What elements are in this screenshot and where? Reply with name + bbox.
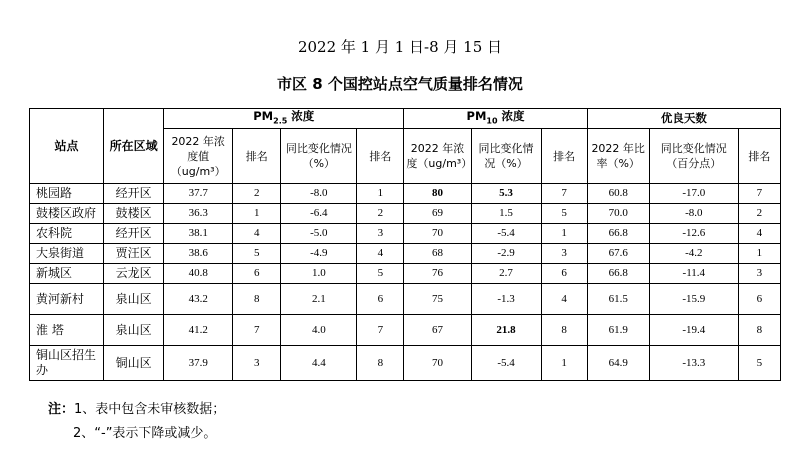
cell-good-rank: 8 [738, 315, 780, 346]
table-row [30, 315, 781, 346]
cell-good-rate: 61.5 [587, 284, 649, 315]
cell-pm10-yoy: 1.5 [471, 204, 541, 224]
cell-district: 经开区 [104, 184, 164, 204]
cell-station: 淮 塔 [30, 315, 104, 346]
cell-pm25-yoy-rank: 8 [357, 346, 404, 381]
cell-pm10-rank: 5 [541, 204, 587, 224]
cell-district: 泉山区 [104, 315, 164, 346]
page-title: 市区 8 个国控站点空气质量排名情况 [277, 75, 523, 93]
cell-pm25-yoy: 2.1 [281, 284, 357, 315]
note-line-1: 1、表中包含未审核数据； [74, 402, 226, 417]
cell-pm25: 41.2 [164, 315, 233, 346]
header-good-days: 优良天数 [587, 109, 780, 129]
cell-pm10-rank: 1 [541, 346, 587, 381]
cell-pm10: 69 [404, 204, 471, 224]
cell-district: 经开区 [104, 224, 164, 244]
cell-good-rate: 67.6 [587, 244, 649, 264]
cell-good-yoy: -4.2 [649, 244, 738, 264]
cell-pm10: 70 [404, 224, 471, 244]
header-good-rate: 2022 年比率（%） [587, 129, 649, 184]
cell-pm25-rank: 8 [233, 284, 281, 315]
table-row [30, 244, 781, 264]
cell-good-rank: 2 [738, 204, 780, 224]
cell-pm10: 70 [404, 346, 471, 381]
cell-good-rank: 6 [738, 284, 780, 315]
cell-station: 铜山区招生办 [30, 346, 104, 381]
cell-station: 桃园路 [30, 184, 104, 204]
cell-good-yoy: -15.9 [649, 284, 738, 315]
cell-district: 云龙区 [104, 264, 164, 284]
cell-pm25: 38.6 [164, 244, 233, 264]
header-pm25-suffix: 浓度 [287, 109, 315, 123]
cell-pm25: 43.2 [164, 284, 233, 315]
header-good-yoy: 同比变化情况（百分点） [649, 129, 738, 184]
cell-pm25-yoy-rank: 4 [357, 244, 404, 264]
footnote-2 [48, 422, 225, 446]
cell-good-rank: 5 [738, 346, 780, 381]
cell-pm25-rank: 2 [233, 184, 281, 204]
cell-pm10: 80 [404, 184, 471, 204]
table-row [30, 346, 781, 381]
header-pm25-value: 2022 年浓度值（ug/m³） [164, 129, 233, 184]
header-pm25-rank: 排名 [233, 129, 281, 184]
cell-district: 铜山区 [104, 346, 164, 381]
cell-station: 黄河新村 [30, 284, 104, 315]
cell-pm25: 36.3 [164, 204, 233, 224]
cell-pm25-rank: 5 [233, 244, 281, 264]
notes-lead: 注： [48, 402, 75, 417]
cell-pm25-rank: 6 [233, 264, 281, 284]
air-quality-ranking-table [29, 108, 781, 381]
cell-good-rate: 60.8 [587, 184, 649, 204]
cell-pm10: 67 [404, 315, 471, 346]
cell-station: 新城区 [30, 264, 104, 284]
cell-pm10-yoy: -5.4 [471, 224, 541, 244]
date-range: 2022 年 1 月 1 日-8 月 15 日 [297, 38, 503, 56]
cell-pm25-rank: 3 [233, 346, 281, 381]
header-pm10-prefix: PM [466, 109, 487, 123]
cell-pm25-yoy: 4.4 [281, 346, 357, 381]
cell-good-yoy: -12.6 [649, 224, 738, 244]
cell-good-rate: 61.9 [587, 315, 649, 346]
header-pm10-value: 2022 年浓度（ug/m³） [404, 129, 471, 184]
cell-good-rank: 3 [738, 264, 780, 284]
cell-good-rank: 4 [738, 224, 780, 244]
table-row [30, 264, 781, 284]
cell-good-yoy: -17.0 [649, 184, 738, 204]
cell-district: 泉山区 [104, 284, 164, 315]
cell-pm25-yoy-rank: 1 [357, 184, 404, 204]
cell-pm10-rank: 8 [541, 315, 587, 346]
cell-pm10-yoy: -2.9 [471, 244, 541, 264]
cell-pm10-rank: 1 [541, 224, 587, 244]
cell-pm25-yoy: -4.9 [281, 244, 357, 264]
cell-pm25-rank: 4 [233, 224, 281, 244]
cell-good-rank: 7 [738, 184, 780, 204]
cell-pm25-yoy: -6.4 [281, 204, 357, 224]
cell-pm10: 76 [404, 264, 471, 284]
cell-pm10-yoy: 2.7 [471, 264, 541, 284]
cell-pm25-rank: 1 [233, 204, 281, 224]
cell-pm25: 37.9 [164, 346, 233, 381]
cell-good-yoy: -13.3 [649, 346, 738, 381]
table-row [30, 224, 781, 244]
cell-district: 鼓楼区 [104, 204, 164, 224]
header-good-rank: 排名 [738, 129, 780, 184]
cell-pm25-yoy-rank: 6 [357, 284, 404, 315]
header-pm25-yoy-rank: 排名 [357, 129, 404, 184]
header-pm10-suffix: 浓度 [497, 109, 525, 123]
table-row [30, 184, 781, 204]
header-pm25-yoy: 同比变化情况（%） [281, 129, 357, 184]
cell-pm25-yoy: -8.0 [281, 184, 357, 204]
cell-pm25-yoy-rank: 3 [357, 224, 404, 244]
cell-pm10-yoy: 21.8 [471, 315, 541, 346]
cell-station: 农科院 [30, 224, 104, 244]
header-pm10-yoy: 同比变化情况（%） [471, 129, 541, 184]
cell-pm10-rank: 6 [541, 264, 587, 284]
cell-pm25-yoy-rank: 2 [357, 204, 404, 224]
cell-good-rate: 66.8 [587, 264, 649, 284]
header-pm25-prefix: PM [253, 109, 274, 123]
footnote-1 [48, 398, 225, 422]
cell-good-rate: 66.8 [587, 224, 649, 244]
footnotes [48, 398, 225, 446]
cell-district: 贾汪区 [104, 244, 164, 264]
cell-good-yoy: -19.4 [649, 315, 738, 346]
note-line-2: 2、“-”表示下降或减少。 [73, 426, 217, 441]
header-pm10-group [404, 109, 587, 129]
cell-pm25: 37.7 [164, 184, 233, 204]
header-pm25-group [164, 109, 404, 129]
cell-pm25-yoy-rank: 5 [357, 264, 404, 284]
cell-good-rank: 1 [738, 244, 780, 264]
cell-pm10-rank: 3 [541, 244, 587, 264]
cell-pm10: 68 [404, 244, 471, 264]
cell-pm10-yoy: 5.3 [471, 184, 541, 204]
cell-station: 鼓楼区政府 [30, 204, 104, 224]
cell-pm10-rank: 7 [541, 184, 587, 204]
cell-pm10: 75 [404, 284, 471, 315]
header-pm10-sub: 10 [486, 116, 498, 126]
cell-pm25: 38.1 [164, 224, 233, 244]
header-pm25-sub: 2.5 [273, 116, 288, 126]
header-district: 所在区域 [104, 109, 164, 184]
cell-pm25-rank: 7 [233, 315, 281, 346]
cell-good-yoy: -8.0 [649, 204, 738, 224]
cell-pm25-yoy-rank: 7 [357, 315, 404, 346]
header-pm10-rank: 排名 [541, 129, 587, 184]
table-row [30, 204, 781, 224]
header-station: 站点 [30, 109, 104, 184]
cell-good-rate: 70.0 [587, 204, 649, 224]
cell-pm25-yoy: 1.0 [281, 264, 357, 284]
cell-pm25-yoy: 4.0 [281, 315, 357, 346]
cell-good-rate: 64.9 [587, 346, 649, 381]
cell-station: 大泉街道 [30, 244, 104, 264]
cell-good-yoy: -11.4 [649, 264, 738, 284]
table-row [30, 284, 781, 315]
cell-pm25-yoy: -5.0 [281, 224, 357, 244]
cell-pm10-yoy: -5.4 [471, 346, 541, 381]
cell-pm10-rank: 4 [541, 284, 587, 315]
cell-pm25: 40.8 [164, 264, 233, 284]
cell-pm10-yoy: -1.3 [471, 284, 541, 315]
